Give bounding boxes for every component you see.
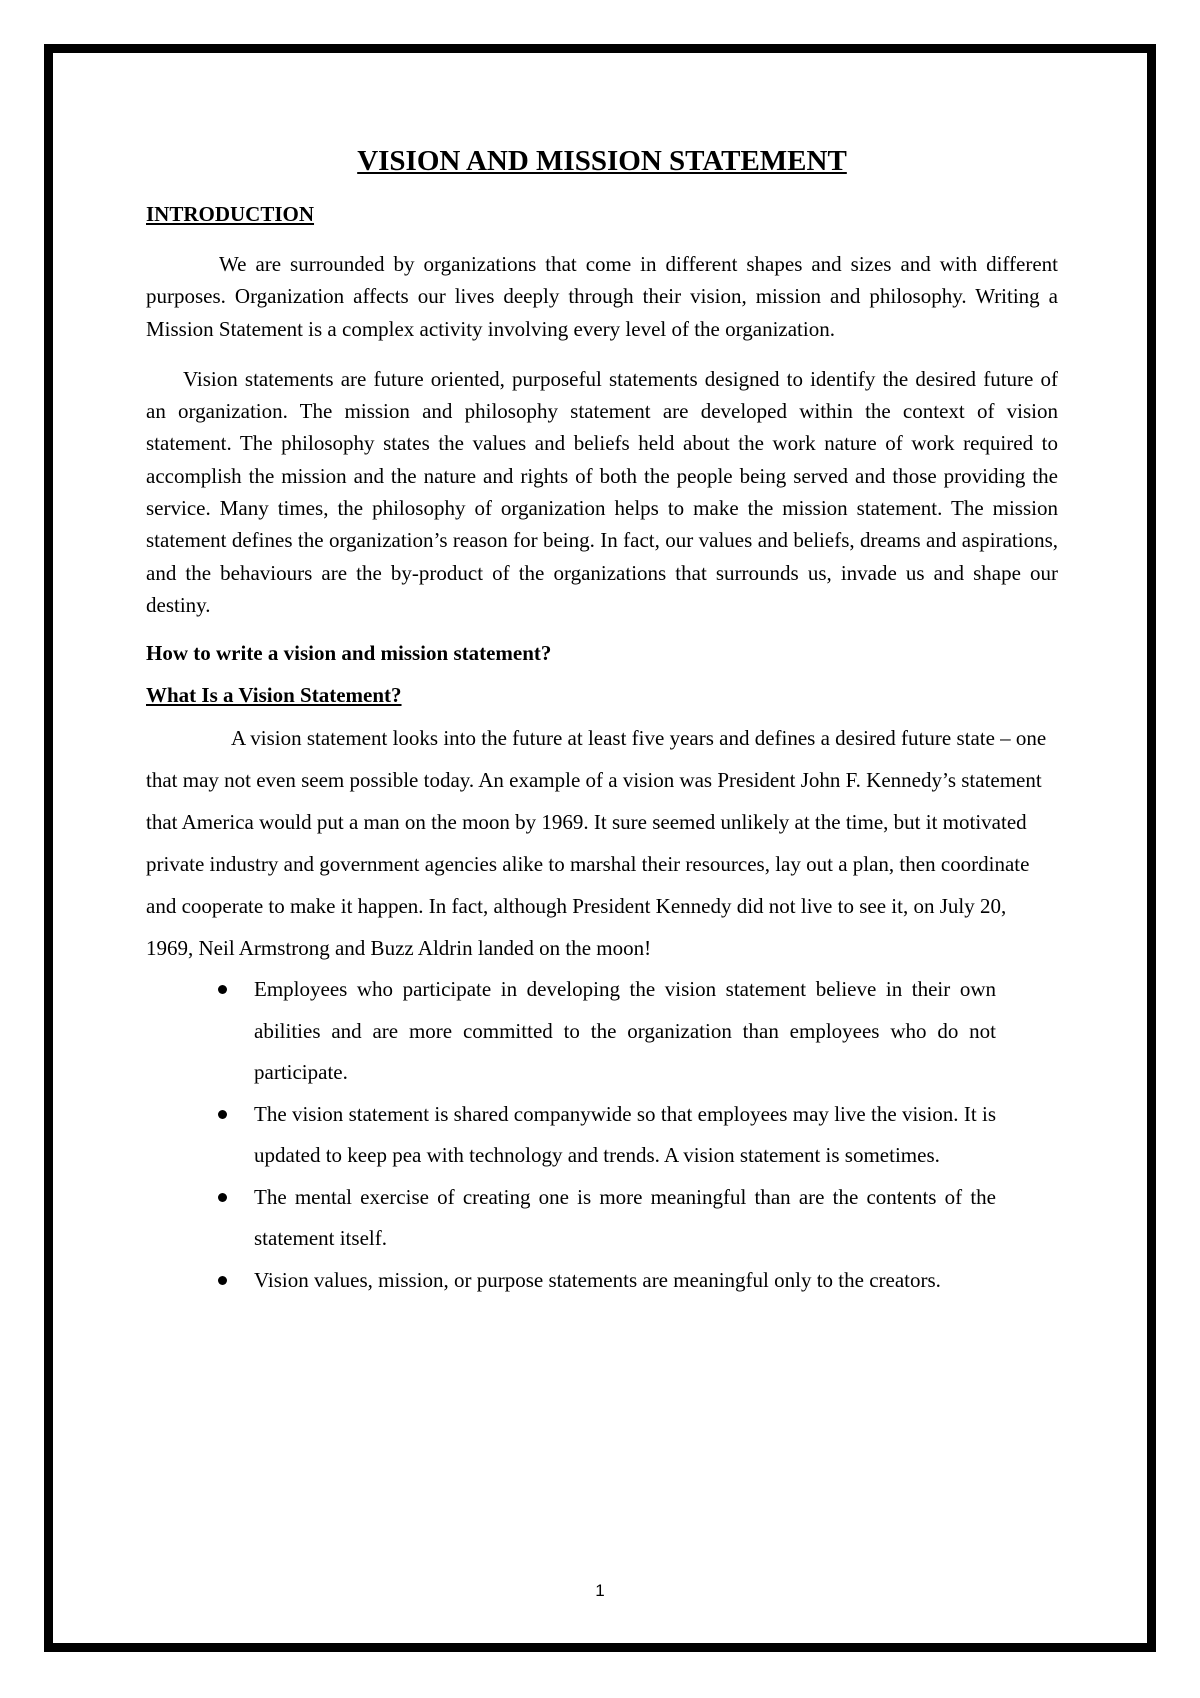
bullet-list bbox=[146, 969, 996, 1301]
document-title: VISION AND MISSION STATEMENT bbox=[357, 145, 847, 177]
bullet-icon bbox=[218, 1276, 227, 1285]
bullet-icon bbox=[218, 985, 227, 994]
bullet-text: The vision statement is shared companywide so that employees may live the vision. It is updated to keep pea with technology and trends. A vision statement is sometimes. bbox=[254, 1101, 996, 1168]
bullet-text: Vision values, mission, or purpose statements are meaningful only to the creators. bbox=[254, 1267, 941, 1292]
list-item bbox=[254, 969, 996, 1094]
page-number: 1 bbox=[595, 1581, 605, 1600]
bullet-icon bbox=[218, 1193, 227, 1202]
introduction-heading: INTRODUCTION bbox=[146, 202, 315, 226]
question-heading: How to write a vision and mission statement? bbox=[146, 641, 552, 666]
bullet-icon bbox=[218, 1110, 227, 1119]
list-item bbox=[254, 1177, 996, 1260]
vision-paragraph: A vision statement looks into the future at least five years and defines a desired future state – one that may not even seem possible today. An example of a vision was President John F. Kennedy’s statement that America would put a man on the moon by 1969. It sure seemed unlikely at the time, but it motivated private industry and government agencies alike to marshal their resources, lay out a plan, then coordinate and cooperate to make it happen. In fact, although President Kennedy did not live to see it, on July 20, 1969, Neil Armstrong and Buzz Aldrin landed on the moon! bbox=[146, 726, 1047, 961]
document-body bbox=[146, 142, 1058, 1301]
list-item bbox=[254, 1094, 996, 1177]
intro-paragraph-1: We are surrounded by organizations that come in different shapes and sizes and with different purposes. Organization affects our lives deeply through their vision, mission and philosophy. Writing a Mission Statement is a complex activity involving every level of the organization. bbox=[146, 252, 1058, 341]
list-item bbox=[254, 1260, 996, 1302]
intro-paragraph-2: Vision statements are future oriented, purposeful statements designed to identify the desired future of an organization. The mission and philosophy statement are developed within the context of vision statement. The philosophy states the values and beliefs held about the work nature of work required to accomplish the mission and the nature and rights of both the people being served and those providing the service. Many times, the philosophy of organization helps to make the mission statement. The mission statement defines the organization’s reason for being. In fact, our values and beliefs, dreams and aspirations, and the behaviours are the by-product of the organizations that surrounds us, invade us and shape our destiny. bbox=[146, 366, 1058, 617]
bullet-text: The mental exercise of creating one is more meaningful than are the contents of the statement itself. bbox=[254, 1184, 996, 1251]
vision-subheading: What Is a Vision Statement? bbox=[146, 683, 402, 708]
bullet-text: Employees who participate in developing the vision statement believe in their own abilities and are more committed to the organization than employees who do not participate. bbox=[254, 977, 996, 1085]
